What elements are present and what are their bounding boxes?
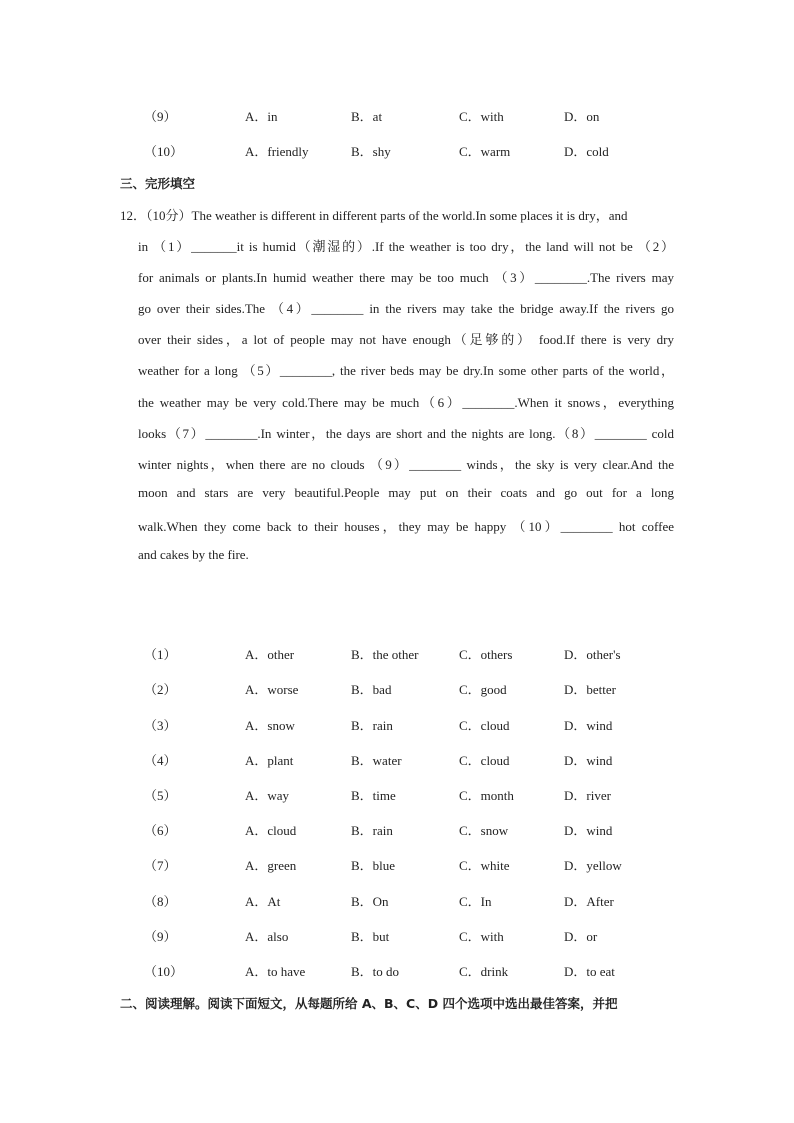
passage-line: for animals or plants.In humid weather there may be too much （3）________.The rivers may [138, 270, 674, 285]
passage-line: in （1）_______it is humid（潮湿的）.If the weather is too dry，the land will not be （2） [138, 239, 674, 254]
option-b: B．to do [351, 964, 400, 979]
option-b: B．bad [351, 682, 392, 697]
passage-line: over their sides，a lot of people may not have enough（足够的） food.If there is very dry [138, 332, 674, 347]
question-12-head: 12．（10分）The weather is different in different parts of the world.In some places it is dry，and [120, 208, 628, 223]
passage-line: moon and stars are very beautiful.People may put on their coats and go out for a long [138, 485, 674, 500]
option-number: （1） [144, 647, 177, 662]
option-c: C．others [459, 647, 513, 662]
option-a: A．in [245, 109, 278, 124]
option-c: C．warm [459, 144, 511, 159]
option-b: B．water [351, 753, 402, 768]
option-a: A．cloud [245, 823, 297, 838]
option-b: B．blue [351, 858, 396, 873]
option-number: （6） [144, 823, 177, 838]
section-title-reading: 二、阅读理解。阅读下面短文，从每题所给 A、B、C、D 四个选项中选出最佳答案，并把 [120, 996, 618, 1011]
option-d: D．better [564, 682, 616, 697]
option-d: D．river [564, 788, 611, 803]
option-row [0, 926, 794, 946]
option-number: （10） [144, 964, 184, 979]
option-c: C．with [459, 929, 504, 944]
option-row [0, 820, 794, 840]
option-number: （3） [144, 718, 177, 733]
option-a: A．plant [245, 753, 294, 768]
option-b: B．On [351, 894, 389, 909]
option-number: （9） [144, 109, 177, 124]
option-d: D．wind [564, 718, 613, 733]
option-d: D．cold [564, 144, 609, 159]
option-d: D．to eat [564, 964, 615, 979]
option-number: （7） [144, 858, 177, 873]
option-a: A．green [245, 858, 297, 873]
option-a: A．At [245, 894, 281, 909]
option-c: C．with [459, 109, 504, 124]
option-number: （5） [144, 788, 177, 803]
passage-line: and cakes by the fire. [138, 547, 249, 562]
option-d: D．After [564, 894, 614, 909]
option-b: B．shy [351, 144, 391, 159]
option-b: B．time [351, 788, 396, 803]
option-d: D．wind [564, 753, 613, 768]
passage-line: looks（7）________.In winter，the days are short and the nights are long.（8）________ cold [138, 426, 674, 441]
section-title-cloze: 三、完形填空 [120, 176, 196, 191]
option-d: D．on [564, 109, 600, 124]
option-b: B．but [351, 929, 390, 944]
option-a: A．worse [245, 682, 299, 697]
option-c: C．snow [459, 823, 509, 838]
option-c: C．drink [459, 964, 509, 979]
option-c: C．cloud [459, 753, 510, 768]
option-a: A．way [245, 788, 290, 803]
passage-line: the weather may be very cold.There may be much（6）________.When it snows，everything [138, 395, 674, 410]
option-row [0, 715, 794, 735]
option-row [0, 679, 794, 699]
option-number: （9） [144, 929, 177, 944]
option-c: C．month [459, 788, 514, 803]
option-a: A．snow [245, 718, 295, 733]
option-number: （8） [144, 894, 177, 909]
option-row [0, 855, 794, 875]
passage-line: go over their sides.The （4）________ in the rivers may take the bridge away.If the rivers go [138, 301, 674, 316]
option-d: D．yellow [564, 858, 622, 873]
option-b: B．rain [351, 823, 393, 838]
option-c: C．white [459, 858, 510, 873]
option-row [0, 750, 794, 770]
option-a: A．friendly [245, 144, 309, 159]
option-a: A．other [245, 647, 295, 662]
passage-line: walk.When they come back to their houses，they may be happy （10）________ hot coffee [138, 519, 674, 534]
option-a: A．also [245, 929, 289, 944]
passage-line: winter nights，when there are no clouds （9）________ winds，the sky is very clear.And the [138, 457, 674, 472]
option-b: B．the other [351, 647, 419, 662]
option-row [0, 106, 794, 126]
option-row [0, 141, 794, 161]
option-number: （2） [144, 682, 177, 697]
option-row [0, 644, 794, 664]
option-b: B．at [351, 109, 383, 124]
option-a: A．to have [245, 964, 306, 979]
option-c: C．In [459, 894, 492, 909]
option-c: C．good [459, 682, 507, 697]
passage-line: weather for a long （5）________, the river beds may be dry.In some other parts of the world， [138, 363, 674, 378]
option-row [0, 891, 794, 911]
option-d: D．wind [564, 823, 613, 838]
option-c: C．cloud [459, 718, 510, 733]
option-d: D．other's [564, 647, 621, 662]
option-number: （4） [144, 753, 177, 768]
option-d: D．or [564, 929, 598, 944]
option-number: （10） [144, 144, 184, 159]
option-b: B．rain [351, 718, 393, 733]
option-row [0, 785, 794, 805]
option-row [0, 961, 794, 981]
